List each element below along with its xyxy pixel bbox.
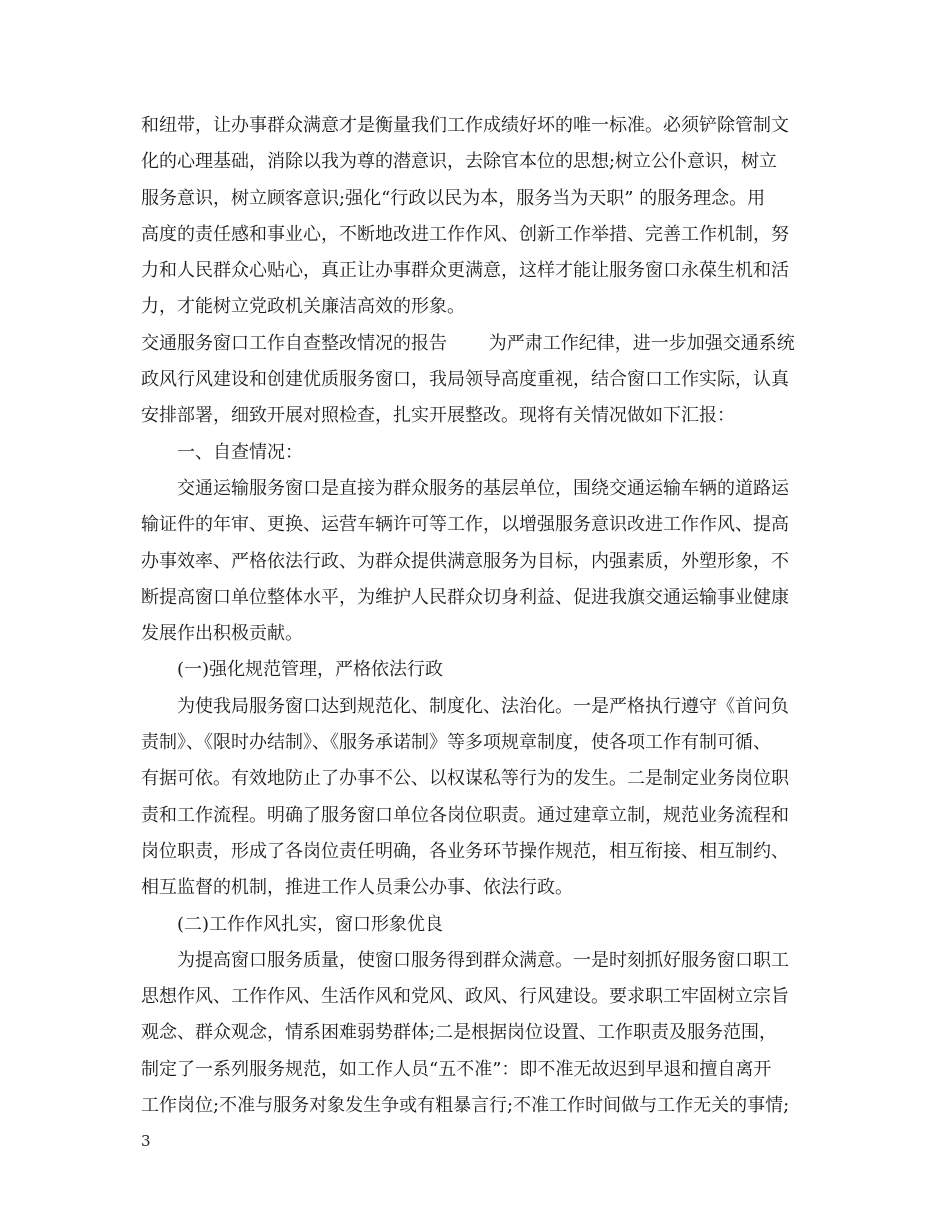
text-line: 安排部署，细致开展对照检查，扎实开展整改。现将有关情况做如下汇报：: [141, 405, 735, 427]
text-line: 力和人民群众心贴心，真正让办事群众更满意，这样才能让服务窗口永葆生机和活: [141, 260, 789, 282]
document-body: [141, 108, 831, 1124]
text-line: 化的心理基础，消除以我为尊的潜意识，去除官本位的思想;树立公仆意识，树立: [141, 151, 778, 173]
text-line: 为使我局服务窗口达到规范化、制度化、法治化。一是严格执行遵守《首问负: [177, 695, 789, 717]
text-line: 发展作出积极贡献。: [141, 623, 303, 645]
text-line: 办事效率、严格依法行政、为群众提供满意服务为目标，内强素质，外塑形象，不: [141, 550, 789, 572]
text-line: 一、自查情况：: [177, 441, 303, 463]
text-line: (二)工作作风扎实，窗口形象优良: [177, 913, 444, 935]
text-line: 力，才能树立党政机关廉洁高效的形象。: [141, 296, 465, 318]
text-line: 思想作风、工作作风、生活作风和党风、政风、行风建设。要求职工牢固树立宗旨: [141, 986, 789, 1008]
text-line: 政风行风建设和创建优质服务窗口，我局领导高度重视，结合窗口工作实际，认真: [141, 369, 789, 391]
text-line: 交通运输服务窗口是直接为群众服务的基层单位，围绕交通运输车辆的道路运: [177, 477, 789, 499]
text-line: 责制》、《限时办结制》、《服务承诺制》等多项规章制度，使各项工作有制可循、: [141, 732, 771, 754]
text-line: 观念、群众观念，情系困难弱势群体;二是根据岗位设置、工作职责及服务范围，: [141, 1022, 778, 1044]
text-line: 断提高窗口单位整体水平，为维护人民群众切身利益、促进我旗交通运输事业健康: [141, 586, 789, 608]
text-line: 责和工作流程。明确了服务窗口单位各岗位职责。通过建章立制，规范业务流程和: [141, 804, 789, 826]
text-line: (一)强化规范管理，严格依法行政: [177, 659, 444, 681]
text-line: 制定了一系列服务规范，如工作人员“五不准”：即不准无故迟到早退和擅自离开: [141, 1058, 772, 1080]
text-line: 服务意识，树立顾客意识;强化“行政以民为本，服务当为天职” 的服务理念。用: [141, 187, 766, 209]
text-line: 有据可依。有效地防止了办事不公、以权谋私等行为的发生。二是制定业务岗位职: [141, 768, 789, 790]
text-line: 为提高窗口服务质量，使窗口服务得到群众满意。一是时刻抓好服务窗口职工: [177, 949, 789, 971]
text-line: 高度的责任感和事业心，不断地改进工作作风、创新工作举措、完善工作机制，努: [141, 223, 789, 245]
text-line: 交通服务窗口工作自查整改情况的报告 为严肃工作纪律，进一步加强交通系统: [141, 332, 795, 354]
text-line: 工作岗位;不准与服务对象发生争或有粗暴言行;不准工作时间做与工作无关的事情;: [141, 1095, 790, 1117]
text-line: 岗位职责，形成了各岗位责任明确，各业务环节操作规范，相互衔接、相互制约、: [141, 840, 789, 862]
text-line: 相互监督的机制，推进工作人员秉公办事、依法行政。: [141, 877, 573, 899]
page-number: 3: [141, 1132, 151, 1150]
text-line: 和纽带，让办事群众满意才是衡量我们工作成绩好坏的唯一标准。必须铲除管制文: [141, 115, 789, 136]
text-line: 输证件的年审、更换、运营车辆许可等工作，以增强服务意识改进工作作风、提高: [141, 514, 789, 536]
